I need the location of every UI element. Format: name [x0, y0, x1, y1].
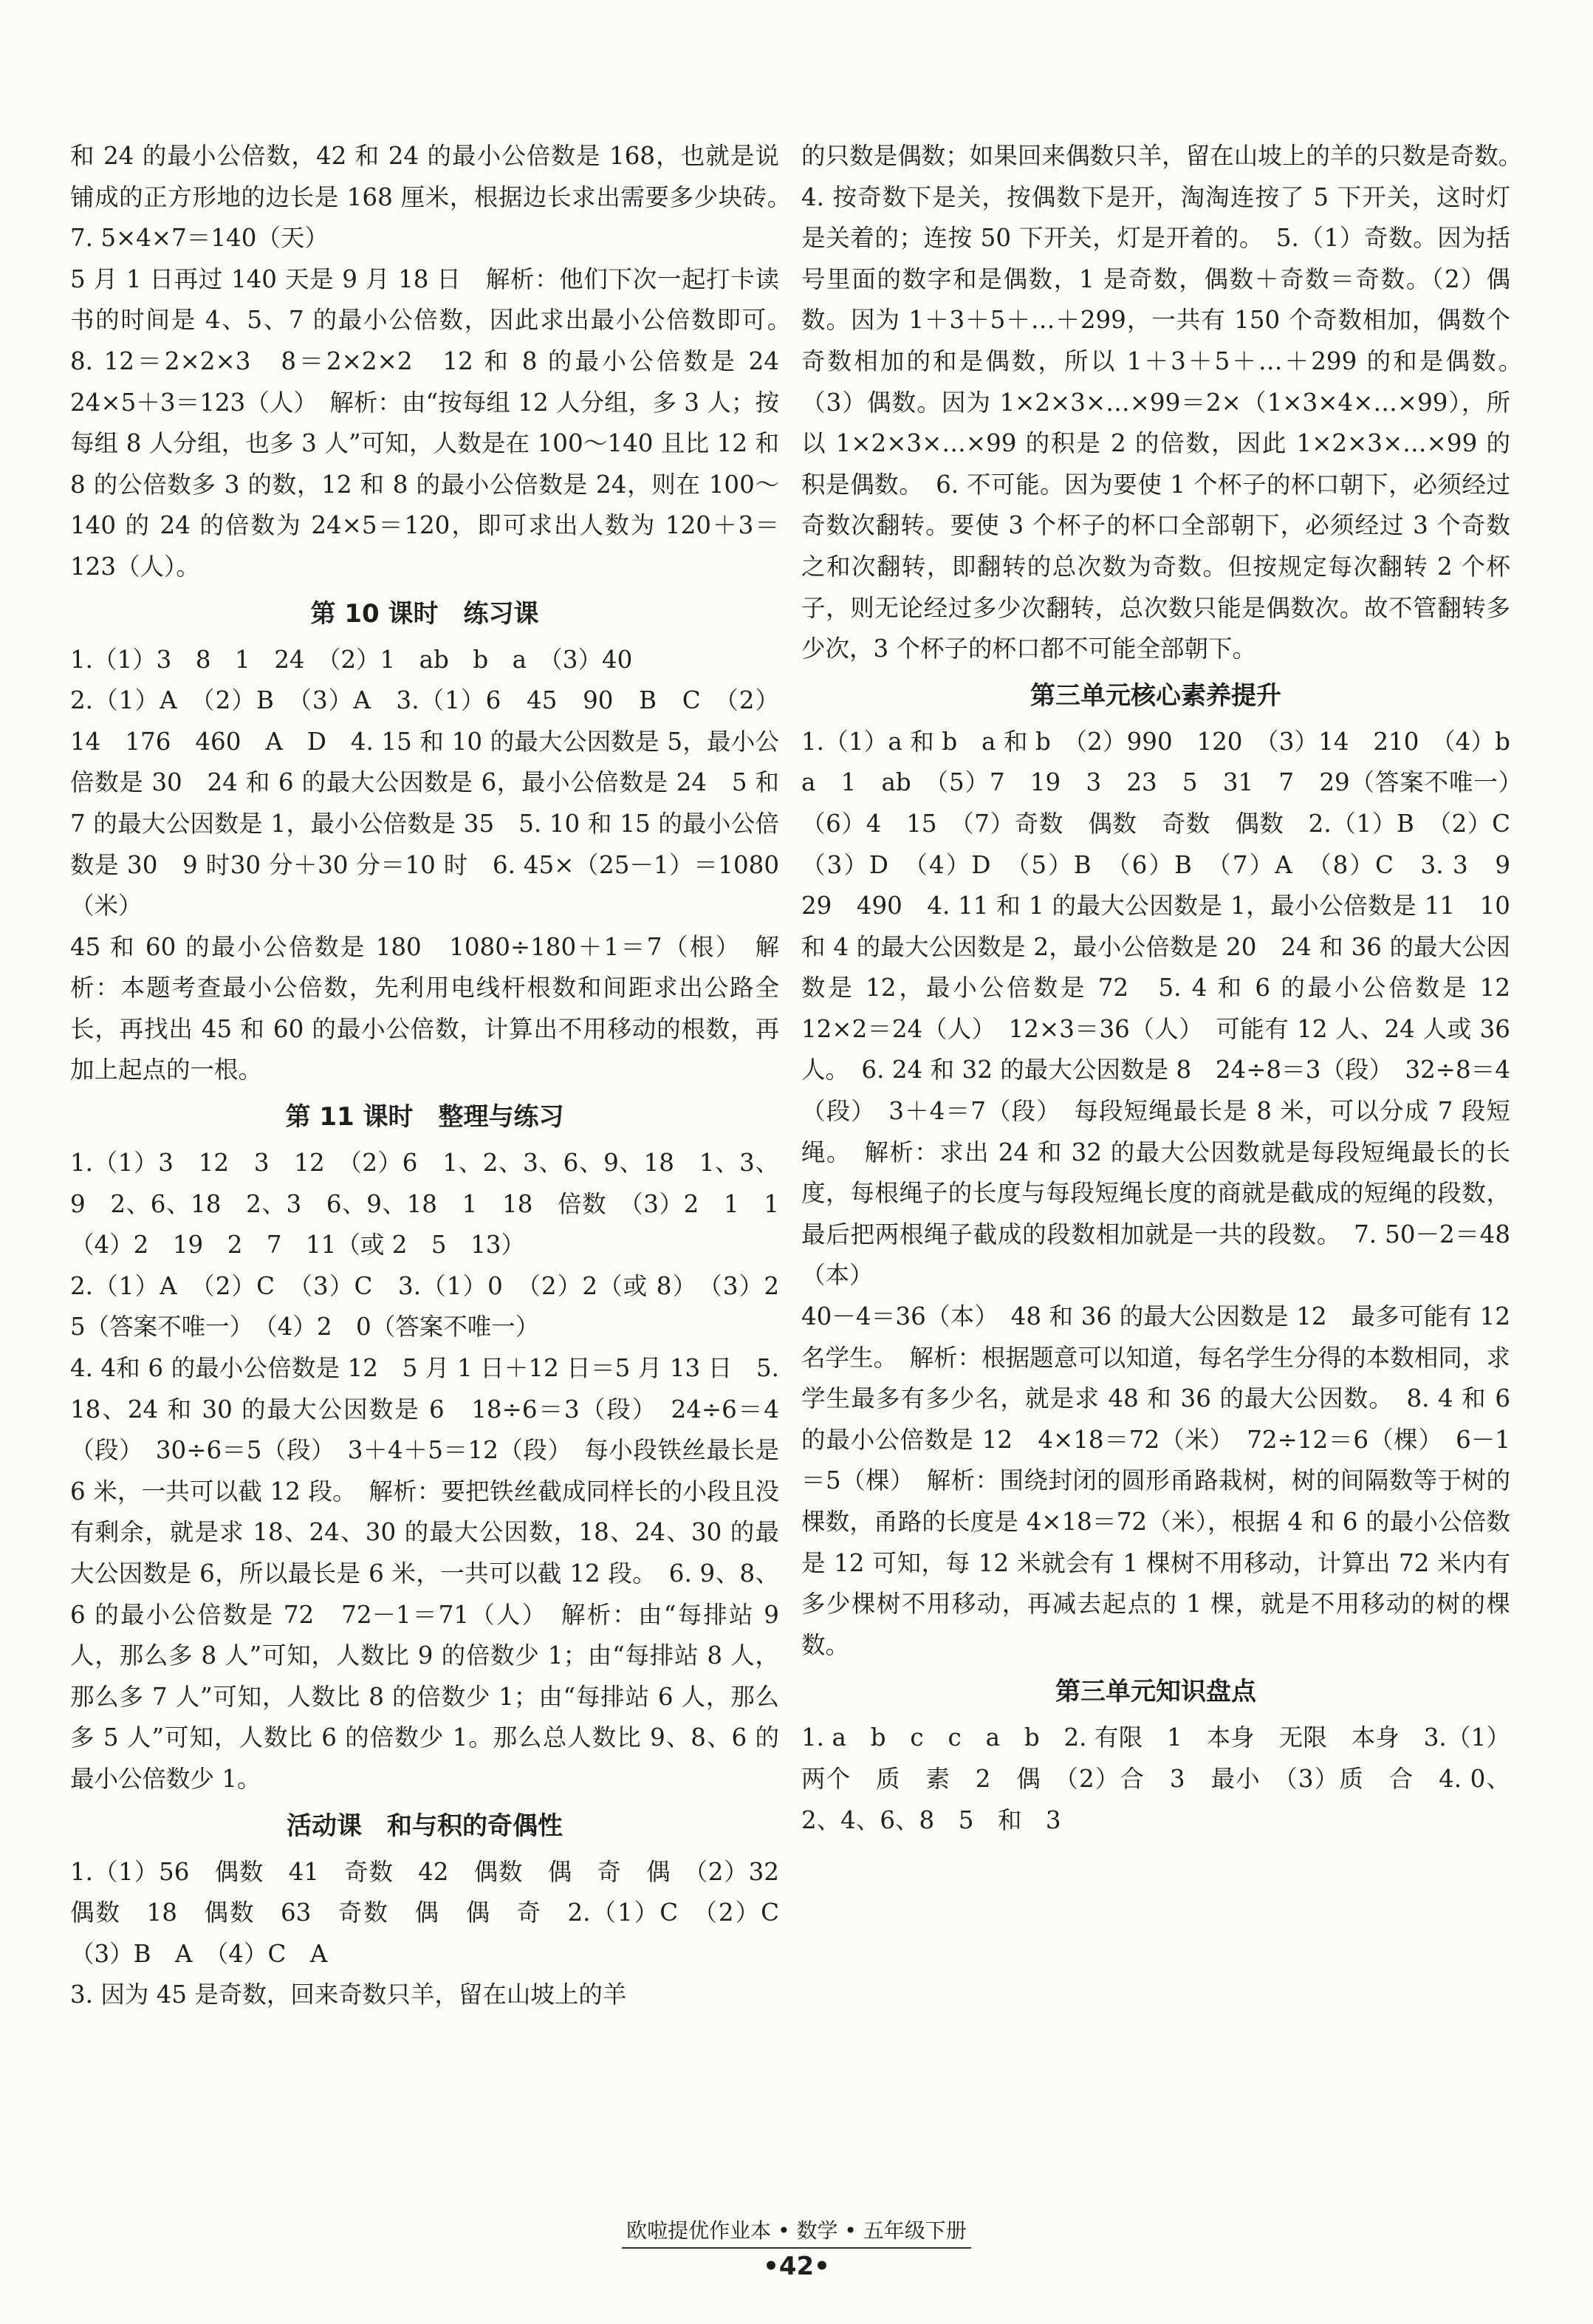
answer-paragraph: 1.（1）3 12 3 12 （2）6 1、2、3、6、9、18 1、3、9 2、6、18 2、3 6、9、18 1 18 倍数 （3）2 1 1 （4）2 19 2 7 11（或 2 5 13） — [70, 1149, 804, 1260]
right-column — [801, 136, 1535, 1841]
section-heading: 第 10 课时 练习课 — [310, 598, 539, 629]
left-column — [70, 136, 804, 2016]
answer-paragraph: 2.（1）A （2）C （3）C 3.（1）0 （2）2（或 8） （3）2 5（答案不唯一） （4）2 0（答案不唯一） — [70, 1271, 804, 1342]
answer-paragraph: 45 和 60 的最小公倍数是 180 1080÷180＋1＝7（根） 解析：本题考查最小公倍数，先利用电线杆根数和间距求出公路全长，再找出 45 和 60 的最小公倍数，计算出不用移动的根数，再加上起点的一根。 — [70, 932, 779, 1084]
section-heading: 第三单元知识盘点 — [1055, 1677, 1256, 1707]
page-number: •42• — [763, 2252, 830, 2281]
answer-paragraph: 1.（1）3 8 1 24 （2）1 ab b a （3）40 — [70, 645, 633, 674]
answer-paragraph: 和 24 的最小公倍数，42 和 24 的最小公倍数是 168，也就是说铺成的正方形地的边长是 168 厘米，根据边长求出需要多少块砖。 7. 5×4×7＝140（天） — [70, 142, 804, 253]
answer-paragraph: 的只数是偶数；如果回来偶数只羊，留在山坡上的羊的只数是奇数。 4. 按奇数下是关，按偶数下是开，淘淘连按了 5 下开关，这时灯是关着的；连按 50 下开关，灯是开着的。 5.（1）奇数。因为括号里面的数字和是偶数，1 是奇数，偶数＋奇数＝奇数。（2）偶数。因为 1＋3＋5＋…＋299，一共有 150 个奇数相加，偶数个奇数相加的和是偶数，所以 1＋3＋5＋…＋299 的和是偶数。 （3）偶数。因为 1×2×3×…×99＝2×（1×3×4×…×99），所以 1×2×3×…×99 的积是 2 的倍数，因此 1×2×3×…×99 的积是偶数。 6. 不可能。因为要使 1 个杯子的杯口朝下，必须经过奇数次翻转。要使 3 个杯子的杯口全部朝下，必须经过 3 个奇数之和次翻转，即翻转的总次数为奇数。但按规定每次翻转 2 个杯子，则无论经过多少次翻转，总次数只能是偶数次。故不管翻转多少次，3 个杯子的杯口都不可能全部朝下。 — [801, 142, 1535, 663]
answer-paragraph: 2.（1）A （2）B （3）A 3.（1）6 45 90 B C （2）14 176 460 A D 4. 15 和 10 的最大公因数是 5，最小公倍数是 30 24 和 6 的最大公因数是 6，最小公倍数是 24 5 和 7 的最大公因数是 1，最小公倍数是 35 5. 10 和 15 的最小公倍数是 30 9 时30 分＋30 分＝10 时 6. 45×（25－1）＝1080（米） — [70, 686, 779, 920]
footer-title: 欧啦提优作业本 • 数学 • 五年级下册 — [622, 2216, 971, 2249]
answer-paragraph: 3. 因为 45 是奇数，回来奇数只羊，留在山坡上的羊 — [70, 1980, 627, 2009]
answer-paragraph: 1. a b c c a b 2. 有限 1 本身 无限 本身 3.（1）两个 质 素 2 偶 （2）合 3 最小 （3）质 合 4. 0、2、4、6、8 5 和 3 — [801, 1723, 1510, 1834]
answer-paragraph: 1.（1）a 和 b a 和 b （2）990 120 （3）14 210 （4）b a 1 ab （5）7 19 3 23 5 31 7 29（答案不唯一） （6）4 15 （7）奇数 偶数 奇数 偶数 2.（1）B （2）C （3）D （4）D （5）B （6）B （7）A （8）C 3. 3 9 29 490 4. 11 和 1 的最大公因数是 1，最小公倍数是 11 10 和 4 的最大公因数是 2，最小公倍数是 20 24 和 36 的最大公因数是 12，最小公倍数是 72 5. 4 和 6 的最小公倍数是 12 12×2＝24（人） 12×3＝36（人） 可能有 12 人、24 人或 36 人。 6. 24 和 32 的最大公因数是 8 24÷8＝3（段） 32÷8＝4（段） 3＋4＝7（段） 每段短绳最长是 8 米，可以分成 7 段短绳。 解析：求出 24 和 32 的最大公因数就是每段短绳最长的长度，每根绳子的长度与每段短绳长度的商就是截成的短绳的段数，最后把两根绳子截成的段数相加就是一共的段数。 7. 50－2＝48（本） — [801, 727, 1535, 1290]
section-heading: 第三单元核心素养提升 — [1030, 680, 1281, 711]
answer-paragraph: 1.（1）56 偶数 41 奇数 42 偶数 偶 奇 偶 （2）32 偶数 18 偶数 63 奇数 偶 偶 奇 2.（1）C （2）C （3）B A （4）C A — [70, 1857, 804, 1968]
section-heading: 第 11 课时 整理与练习 — [285, 1102, 564, 1132]
answer-paragraph: 5 月 1 日再过 140 天是 9 月 18 日 解析：他们下次一起打卡读书的时间是 4、5、7 的最小公倍数，因此求出最小公倍数即可。 8. 12＝2×2×3 8＝2×2×2 12 和 8 的最小公倍数是 24 24×5＋3＝123（人） 解析：由“按每组 12 人分组，多 3 人；按每组 8 人分组，也多 3 人”可知，人数是在 100～140 且比 12 和 8 的公倍数多 3 的数，12 和 8 的最小公倍数是 24，则在 100～140 的 24 的倍数为 24×5＝120，即可求出人数为 120＋3＝123（人）。 — [70, 264, 804, 581]
section-heading: 活动课 和与积的奇偶性 — [287, 1811, 563, 1841]
footer — [0, 2216, 1593, 2249]
answer-paragraph: 4. 4和 6 的最小公倍数是 12 5 月 1 日＋12 日＝5 月 13 日 5. 18、24 和 30 的最大公因数是 6 18÷6＝3（段） 24÷6＝4（段） 30÷6＝5（段） 3＋4＋5＝12（段） 每小段铁丝最长是 6 米，一共可以截 12 段。 解析：要把铁丝截成同样长的小段且没有剩余，就是求 18、24、30 的最大公因数，18、24、30 的最大公因数是 6，所以最长是 6 米，一共可以截 12 段。 6. 9、8、6 的最小公倍数是 72 72－1＝71（人） 解析：由“每排站 9 人，那么多 8 人”可知，人数比 9 的倍数少 1；由“每排站 8 人，那么多 7 人”可知，人数比 8 的倍数少 1；由“每排站 6 人，那么多 5 人”可知，人数比 6 的倍数少 1。那么总人数比 9、8、6 的最小公倍数少 1。 — [70, 1354, 779, 1793]
answer-paragraph: 40－4＝36（本） 48 和 36 的最大公因数是 12 最多可能有 12 名学生。 解析：根据题意可以知道，每名学生分得的本数相同，求学生最多有多少名，就是求 48 和 36 的最大公因数。 8. 4 和 6 的最小公倍数是 12 4×18＝72（米） 72÷12＝6（棵） 6－1＝5（棵） 解析：围绕封闭的圆形甬路栽树，树的间隔数等于树的棵数，甬路的长度是 4×18＝72（米），根据 4 和 6 的最小公倍数是 12 可知，每 12 米就会有 1 棵树不用移动，计算出 72 米内有多少棵树不用移动，再减去起点的 1 棵，就是不用移动的树的棵数。 — [801, 1302, 1510, 1659]
